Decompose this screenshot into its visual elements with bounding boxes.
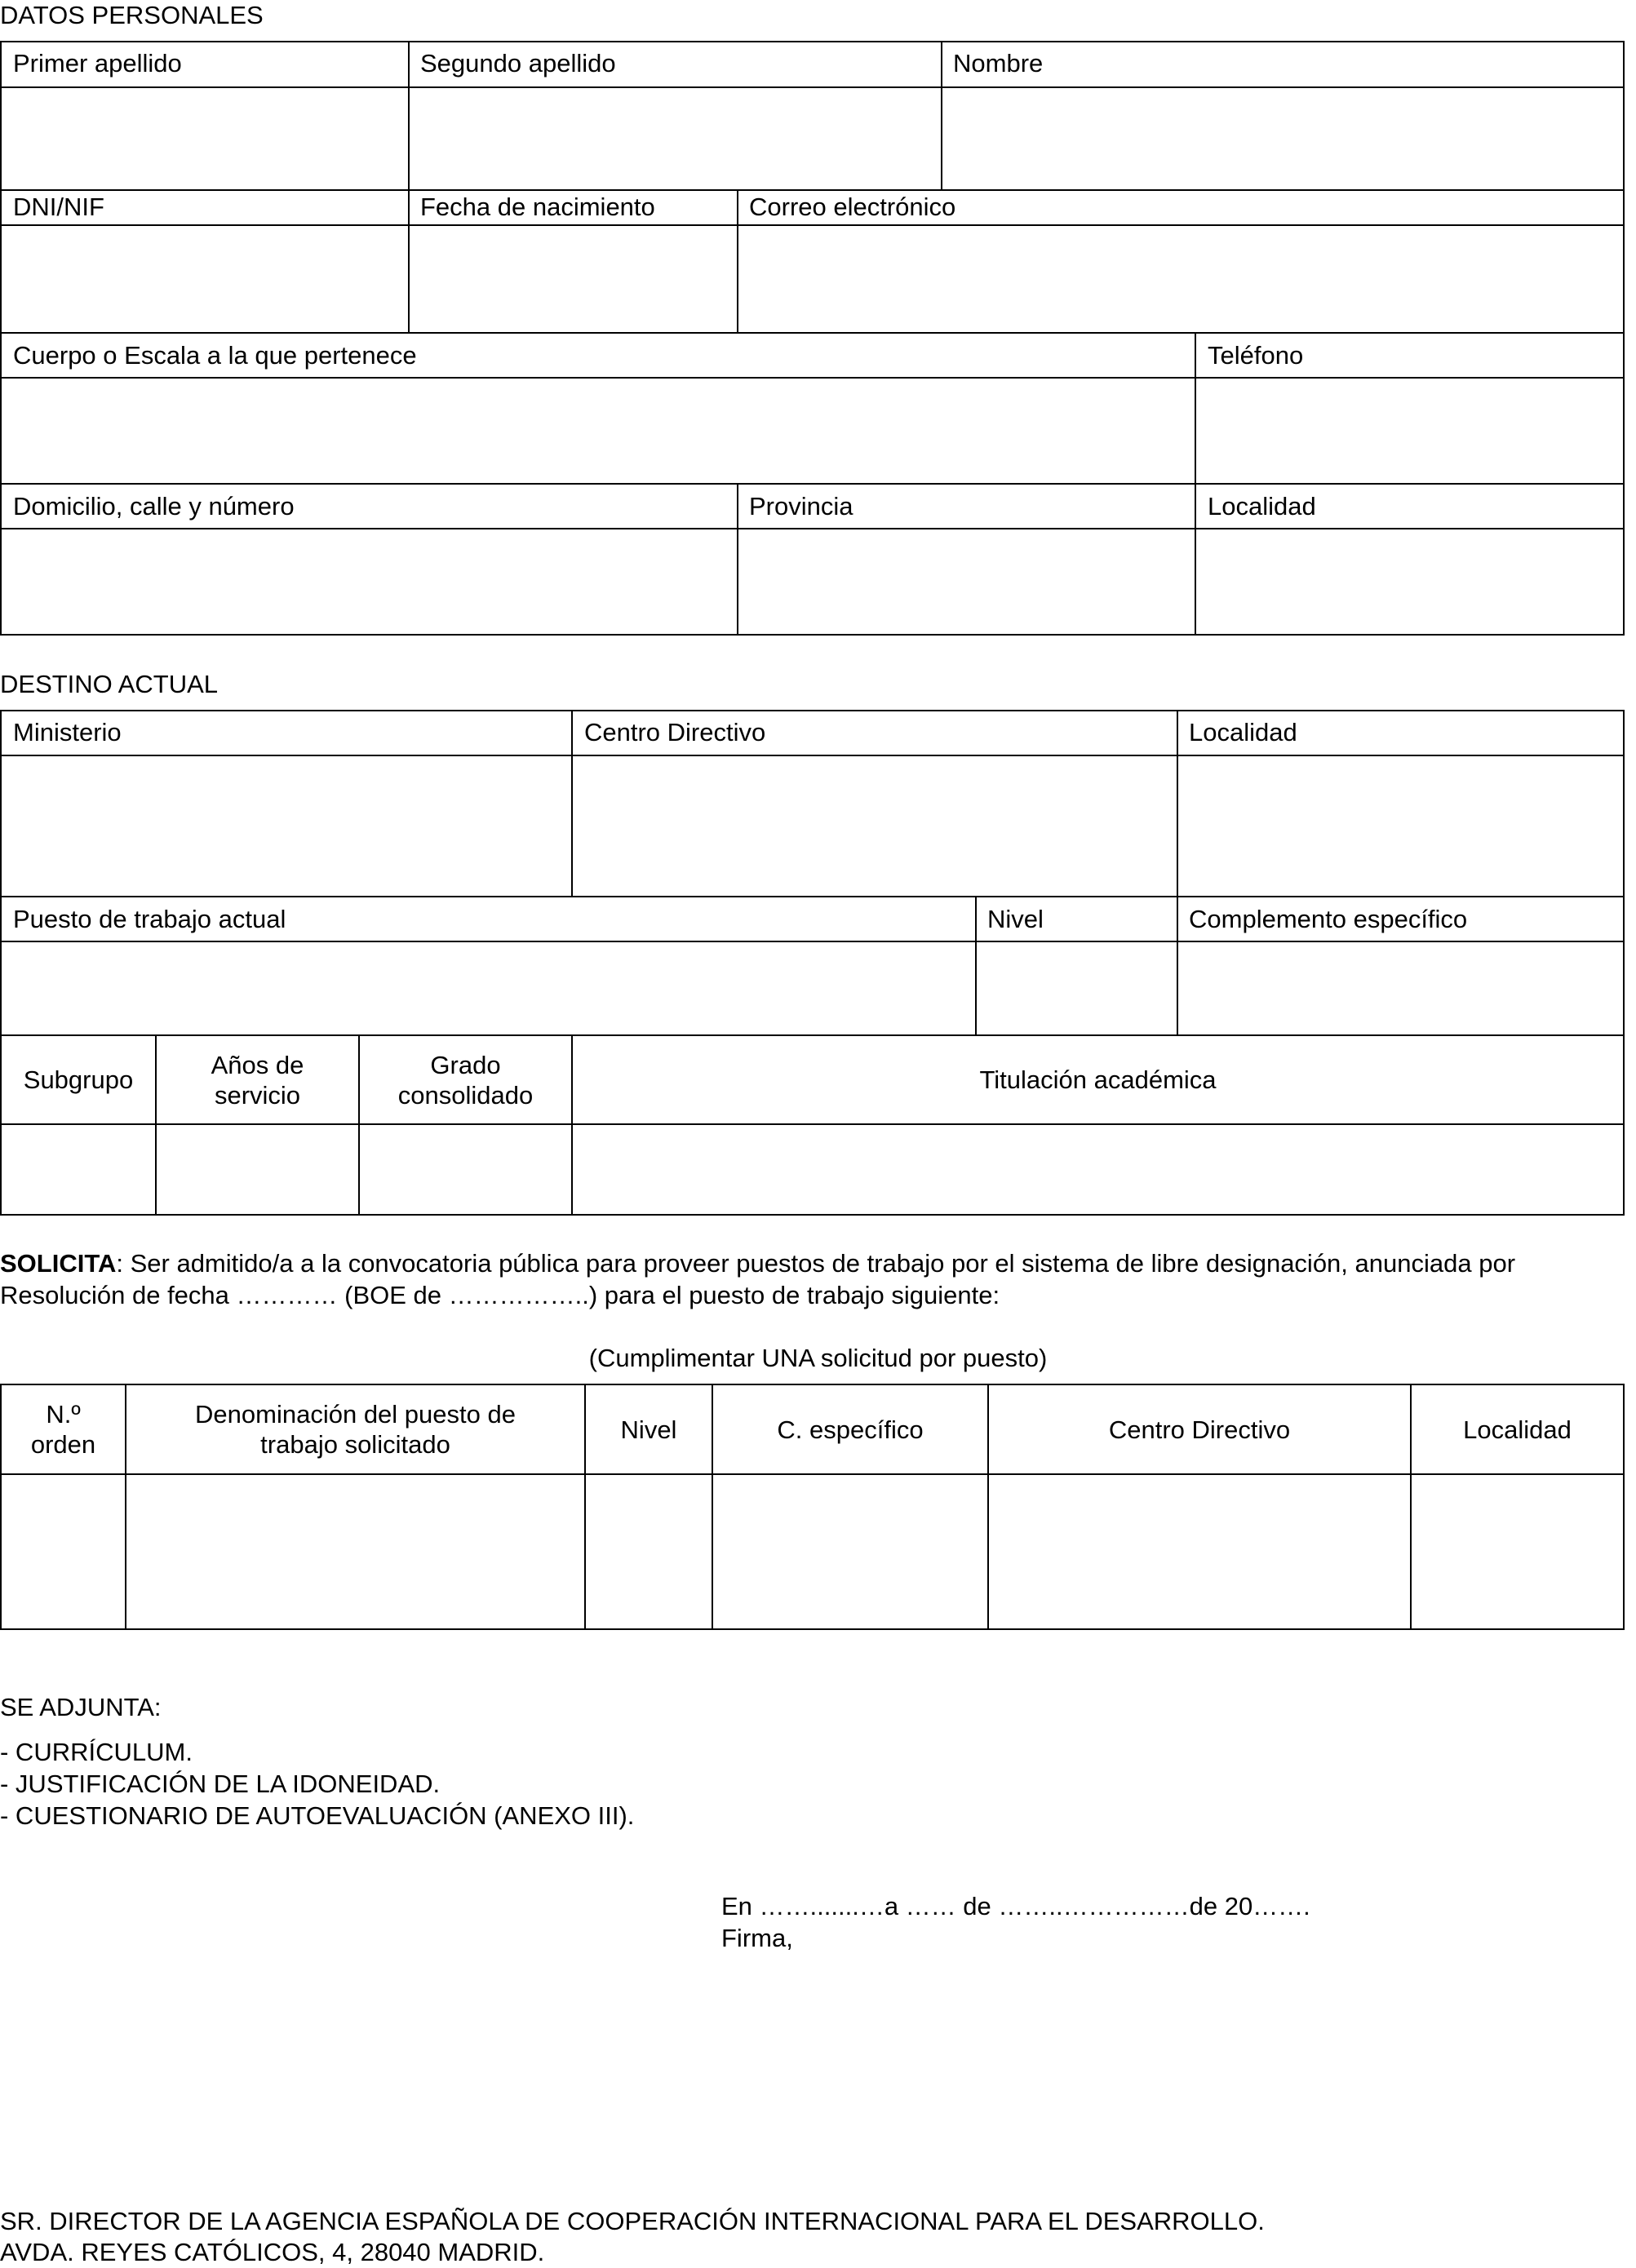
field-dni[interactable] — [2, 226, 408, 332]
section-title-datos-personales: DATOS PERSONALES — [0, 1, 264, 29]
col-header-orden-line1: N.º — [46, 1400, 81, 1429]
field-correo[interactable] — [738, 226, 1623, 332]
field-puesto-actual[interactable] — [2, 942, 975, 1034]
field-complemento[interactable] — [1178, 942, 1623, 1034]
section-title-destino-actual: DESTINO ACTUAL — [0, 670, 218, 698]
adjunta-item-2: - JUSTIFICACIÓN DE LA IDONEIDAD. — [0, 1770, 441, 1798]
lugar-fecha[interactable]: En …….......…a …… de ……..……………de 20……. — [721, 1892, 1310, 1920]
field-ministerio[interactable] — [2, 756, 571, 896]
solicita-bold: SOLICITA — [0, 1249, 117, 1278]
label-complemento: Complemento específico — [1189, 905, 1468, 933]
field-subgrupo[interactable] — [2, 1125, 155, 1214]
firma-label: Firma, — [721, 1924, 793, 1952]
col-header-denominacion-line2: trabajo solicitado — [260, 1430, 450, 1459]
label-segundo-apellido: Segundo apellido — [420, 49, 616, 78]
field-titulacion[interactable] — [573, 1125, 1623, 1214]
field-cuerpo[interactable] — [2, 379, 1195, 483]
adjunta-item-1: - CURRÍCULUM. — [0, 1738, 193, 1766]
label-nivel-actual: Nivel — [987, 905, 1044, 933]
col-header-especifico: C. específico — [777, 1415, 924, 1444]
label-anos-line1: Años de — [211, 1050, 304, 1079]
label-cuerpo: Cuerpo o Escala a la que pertenece — [13, 341, 417, 370]
col-header-denominacion-line1: Denominación del puesto de — [195, 1400, 516, 1429]
solicita-line1 — [0, 1248, 1515, 1279]
label-grado-line2: consolidado — [397, 1080, 534, 1110]
label-primer-apellido: Primer apellido — [13, 49, 182, 78]
label-ministerio: Ministerio — [13, 718, 122, 746]
adjunta-title: SE ADJUNTA: — [0, 1693, 162, 1721]
label-nombre: Nombre — [953, 49, 1044, 78]
signature-area[interactable] — [721, 1958, 1456, 2154]
adjunta-item-3: - CUESTIONARIO DE AUTOEVALUACIÓN (ANEXO III). — [0, 1801, 635, 1830]
label-correo: Correo electrónico — [749, 193, 956, 221]
label-domicilio: Domicilio, calle y número — [13, 492, 295, 520]
field-anos-servicio[interactable] — [157, 1125, 358, 1214]
field-nivel-solicitado[interactable] — [586, 1475, 712, 1628]
label-centro-directivo: Centro Directivo — [584, 718, 766, 746]
label-anos-line2: servicio — [214, 1080, 301, 1110]
field-provincia[interactable] — [738, 529, 1195, 634]
label-grado-consolidado — [360, 1036, 571, 1123]
field-domicilio[interactable] — [2, 529, 737, 634]
field-orden[interactable] — [2, 1475, 125, 1628]
col-header-orden-line2: orden — [30, 1430, 96, 1459]
col-header-centro: Centro Directivo — [1108, 1415, 1291, 1444]
field-fecha-nacimiento[interactable] — [410, 226, 737, 332]
field-localidad[interactable] — [1196, 529, 1623, 634]
col-header-denominacion — [126, 1385, 584, 1473]
field-segundo-apellido[interactable] — [410, 88, 941, 189]
col-header-localidad: Localidad — [1463, 1415, 1572, 1444]
field-localidad-destino[interactable] — [1178, 756, 1623, 896]
field-nivel-actual[interactable] — [977, 942, 1177, 1034]
label-subgrupo: Subgrupo — [23, 1065, 134, 1094]
field-grado-consolidado[interactable] — [360, 1125, 571, 1214]
field-primer-apellido[interactable] — [2, 88, 408, 189]
solicita-text: : Ser admitido/a a la convocatoria pública para proveer puestos de trabajo por el sistema de libre designación, anunciada por — [116, 1249, 1516, 1278]
label-puesto-actual: Puesto de trabajo actual — [13, 905, 286, 933]
field-telefono[interactable] — [1196, 379, 1623, 483]
solicita-note: (Cumplimentar UNA solicitud por puesto) — [588, 1344, 1048, 1372]
label-grado-line1: Grado — [430, 1050, 501, 1079]
col-header-orden — [2, 1385, 125, 1473]
field-especifico[interactable] — [713, 1475, 987, 1628]
col-header-nivel: Nivel — [620, 1415, 677, 1444]
label-titulacion: Titulación académica — [979, 1065, 1217, 1094]
field-centro-directivo[interactable] — [573, 756, 1177, 896]
field-centro-solicitado[interactable] — [989, 1475, 1410, 1628]
label-telefono: Teléfono — [1208, 341, 1304, 370]
label-localidad-destino: Localidad — [1189, 718, 1297, 746]
label-anos-servicio — [157, 1036, 358, 1123]
field-denominacion[interactable] — [126, 1475, 584, 1628]
field-localidad-solicitada[interactable] — [1412, 1475, 1623, 1628]
label-localidad: Localidad — [1208, 492, 1316, 520]
label-provincia: Provincia — [749, 492, 853, 520]
label-fecha-nacimiento: Fecha de nacimiento — [420, 193, 655, 221]
label-dni: DNI/NIF — [13, 193, 104, 221]
field-nombre[interactable] — [942, 88, 1623, 189]
footer-address: AVDA. REYES CATÓLICOS, 4, 28040 MADRID. — [0, 2238, 545, 2266]
solicita-line2: Resolución de fecha ………… (BOE de ……………..) para el puesto de trabajo siguiente: — [0, 1281, 1000, 1309]
footer-recipient: SR. DIRECTOR DE LA AGENCIA ESPAÑOLA DE COOPERACIÓN INTERNACIONAL PARA EL DESARROLLO. — [0, 2207, 1265, 2235]
